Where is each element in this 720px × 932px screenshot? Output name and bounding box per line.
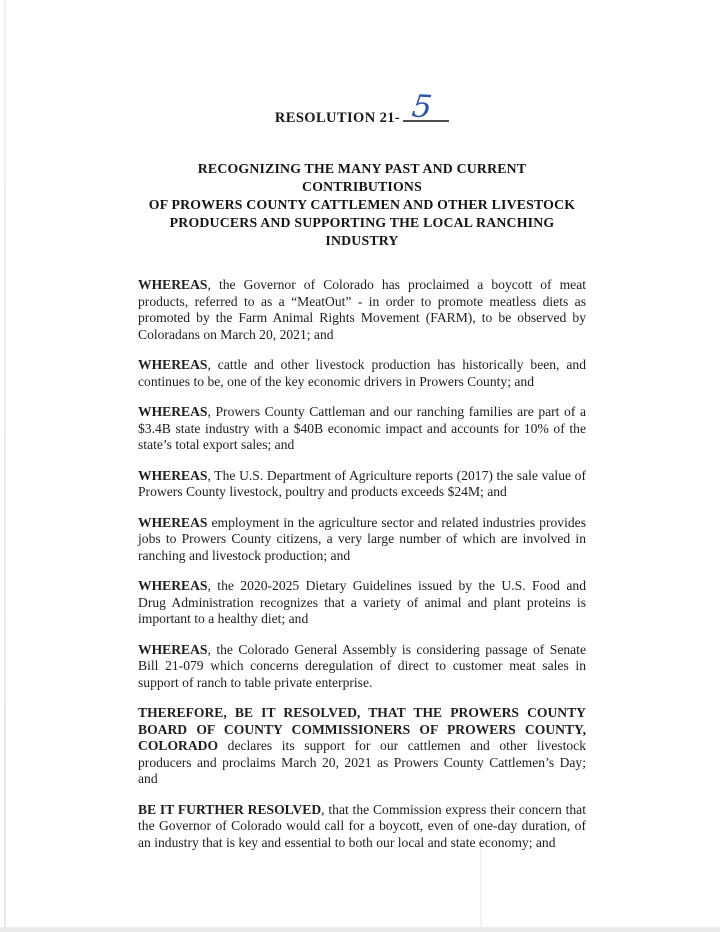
whereas-clause-5: WHEREAS employment in the agriculture sector and related industries provides jobs to Prowers County citizens, a very large number of which are involved in ranching and livestock production; and	[138, 514, 586, 563]
further-resolved-clause: BE IT FURTHER RESOLVED, that the Commission express their concern that the Governor of Colorado would call for a boycott, even of one-day duration, of an industry that is key and essential to both our local and state economy; and	[138, 801, 586, 850]
whereas-clause-3: WHEREAS, Prowers County Cattleman and our ranching families are part of a $3.4B state industry with a $40B economic impact and accounts for 10% of the state’s total export sales; and	[138, 404, 586, 452]
whereas-clause-7: WHEREAS, the Colorado General Assembly is considering passage of Senate Bill 21-079 which concerns deregulation of direct to customer meat sales in support of ranch to table private enterprise.	[138, 641, 586, 690]
whereas-clause-2: WHEREAS, cattle and other livestock production has historically been, and continues to be, one of the key economic drivers in Prowers County; and	[138, 357, 586, 389]
scan-left-edge	[4, 0, 6, 932]
document-content	[138, 0, 586, 865]
resolution-body	[138, 277, 586, 851]
scan-bottom-edge	[0, 927, 720, 932]
heading-line-1: RECOGNIZING THE MANY PAST AND CURRENT CONTRIBUTIONS	[197, 161, 527, 194]
resolution-heading	[138, 160, 586, 250]
resolution-number-blank	[403, 88, 449, 126]
whereas-clause-6: WHEREAS, the 2020-2025 Dietary Guidelines issued by the U.S. Food and Drug Administration recognizes that a variety of animal and plant proteins is important to a healthy diet; and	[138, 578, 586, 626]
resolution-title-text: RESOLUTION 21-	[274, 110, 401, 126]
whereas-clause-4: WHEREAS, The U.S. Department of Agriculture reports (2017) the sale value of Prowers County livestock, poultry and products exceeds $24M; and	[138, 467, 586, 499]
heading-line-2: OF PROWERS COUNTY CATTLEMEN AND OTHER LIVESTOCK	[148, 197, 576, 212]
therefore-resolved-clause: THEREFORE, BE IT RESOLVED, THAT THE PROWERS COUNTY BOARD OF COUNTY COMMISSIONERS OF PROWERS COUNTY, COLORADO declares its support for our cattlemen and other livestock producers and proclaims March 20, 2021 as Prowers County Cattlemen’s Day; and	[138, 705, 586, 786]
handwritten-resolution-number: 5	[410, 88, 435, 126]
heading-line-3: PRODUCERS AND SUPPORTING THE LOCAL RANCHING INDUSTRY	[169, 215, 555, 248]
whereas-clause-1: WHEREAS, the Governor of Colorado has proclaimed a boycott of meat products, referred to as a “MeatOut” - in order to promote meatless diets as promoted by the Farm Animal Rights Movement (FARM), to be observed by Coloradans on March 20, 2021; and	[138, 277, 586, 342]
resolution-title	[138, 88, 586, 127]
